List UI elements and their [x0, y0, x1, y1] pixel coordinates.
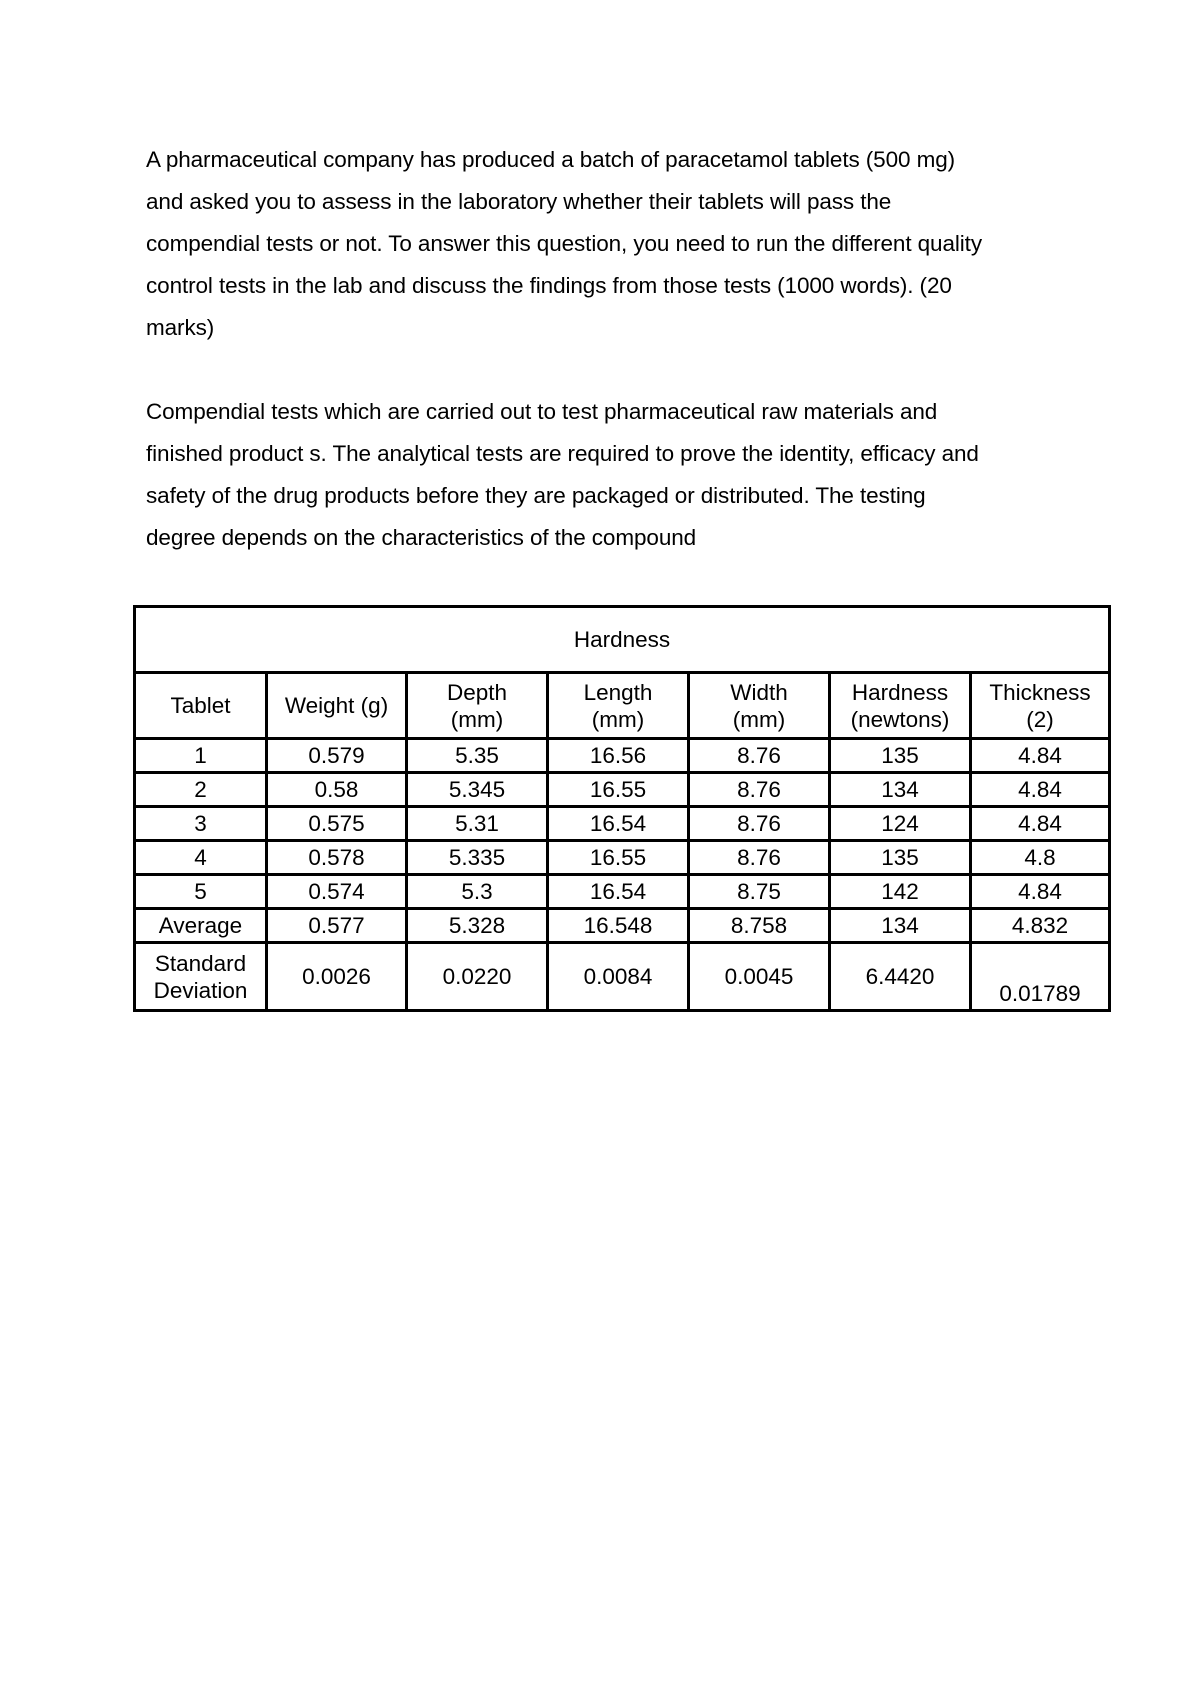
text-line: marks) [146, 315, 215, 340]
table-cell: 0.01789 [971, 943, 1110, 1011]
table-cell: 124 [830, 807, 971, 841]
table-cell: 0.574 [267, 875, 407, 909]
table-cell: 5.31 [407, 807, 548, 841]
intro-paragraph [146, 139, 1086, 349]
table-cell: 8.76 [689, 841, 830, 875]
header-text: Weight (g) [284, 693, 389, 718]
table-cell: 6.4420 [830, 943, 971, 1011]
table-cell: 0.579 [267, 739, 407, 773]
table-cell: 16.548 [548, 909, 689, 943]
text-line: compendial tests or not. To answer this question, you need to run the different quality [146, 231, 982, 256]
text-line: Compendial tests which are carried out to test pharmaceutical raw materials and [146, 399, 938, 424]
column-header-depth [407, 673, 548, 739]
table-row [135, 875, 1110, 909]
hardness-table-container [133, 605, 1111, 1012]
table-cell: 4.84 [971, 807, 1110, 841]
table-cell: 5.3 [407, 875, 548, 909]
text-line: control tests in the lab and discuss the findings from those tests (1000 words). (20 [146, 273, 952, 298]
header-text: Thickness [989, 679, 1091, 705]
header-text: Depth [446, 679, 508, 705]
table-cell: 135 [830, 739, 971, 773]
table-cell: 4.832 [971, 909, 1110, 943]
table-cell: 8.76 [689, 773, 830, 807]
column-header-thickness [971, 673, 1110, 739]
table-cell: 135 [830, 841, 971, 875]
table-cell: 134 [830, 909, 971, 943]
table-cell: 5.328 [407, 909, 548, 943]
table-header-row [135, 673, 1110, 739]
table-row-average [135, 909, 1110, 943]
header-text: Hardness [851, 679, 949, 705]
table-cell: 142 [830, 875, 971, 909]
column-header-hardness [830, 673, 971, 739]
text-line: finished product s. The analytical tests are required to prove the identity, efficacy and [146, 441, 979, 466]
table-cell: 0.58 [267, 773, 407, 807]
table-cell: 2 [135, 773, 267, 807]
compendial-tests-paragraph [146, 391, 1086, 559]
text-line: safety of the drug products before they are packaged or distributed. The testing [146, 483, 926, 508]
table-row [135, 773, 1110, 807]
table-cell: 16.56 [548, 739, 689, 773]
table-cell: 0.0084 [548, 943, 689, 1011]
text-line: A pharmaceutical company has produced a batch of paracetamol tablets (500 mg) [146, 147, 956, 172]
table-row [135, 739, 1110, 773]
header-unit: (mm) [450, 706, 504, 732]
header-unit: (mm) [591, 706, 645, 732]
table-title: Hardness [135, 607, 1110, 673]
table-cell: 8.758 [689, 909, 830, 943]
hardness-table [133, 605, 1111, 1012]
header-unit: (newtons) [850, 706, 950, 732]
table-cell: 16.54 [548, 807, 689, 841]
table-cell: 5.345 [407, 773, 548, 807]
label-text: Deviation [153, 977, 248, 1003]
table-cell: 5 [135, 875, 267, 909]
text-line: degree depends on the characteristics of the compound [146, 525, 697, 550]
table-cell: 8.76 [689, 807, 830, 841]
table-cell: 4.84 [971, 875, 1110, 909]
column-header-width [689, 673, 830, 739]
table-row [135, 841, 1110, 875]
table-cell: 0.0026 [267, 943, 407, 1011]
table-cell: 4.84 [971, 739, 1110, 773]
header-unit: (2) [1026, 706, 1054, 732]
table-cell: 4.84 [971, 773, 1110, 807]
table-cell: 8.76 [689, 739, 830, 773]
table-row-standard-deviation [135, 943, 1110, 1011]
column-header-weight [267, 673, 407, 739]
table-cell: 0.0220 [407, 943, 548, 1011]
table-cell: 4.8 [971, 841, 1110, 875]
table-cell: 8.75 [689, 875, 830, 909]
table-cell: 0.0045 [689, 943, 830, 1011]
table-cell: 3 [135, 807, 267, 841]
label-text: Standard [154, 950, 247, 976]
table-cell: 16.54 [548, 875, 689, 909]
column-header-length [548, 673, 689, 739]
table-cell: 5.335 [407, 841, 548, 875]
table-cell: 0.578 [267, 841, 407, 875]
header-text: Tablet [170, 693, 231, 718]
header-text: Length [583, 679, 653, 705]
table-cell: 16.55 [548, 841, 689, 875]
table-cell: 0.577 [267, 909, 407, 943]
table-cell: 5.35 [407, 739, 548, 773]
text-line: and asked you to assess in the laboratory whether their tablets will pass the [146, 189, 892, 214]
column-header-tablet [135, 673, 267, 739]
table-cell: Average [135, 909, 267, 943]
table-cell: 16.55 [548, 773, 689, 807]
table-cell: 0.575 [267, 807, 407, 841]
header-text: Width [730, 679, 788, 705]
table-row [135, 807, 1110, 841]
table-cell: 4 [135, 841, 267, 875]
table-title-row [135, 607, 1110, 673]
table-row-label [135, 943, 267, 1011]
header-unit: (mm) [732, 706, 786, 732]
table-cell: 1 [135, 739, 267, 773]
table-cell: 134 [830, 773, 971, 807]
